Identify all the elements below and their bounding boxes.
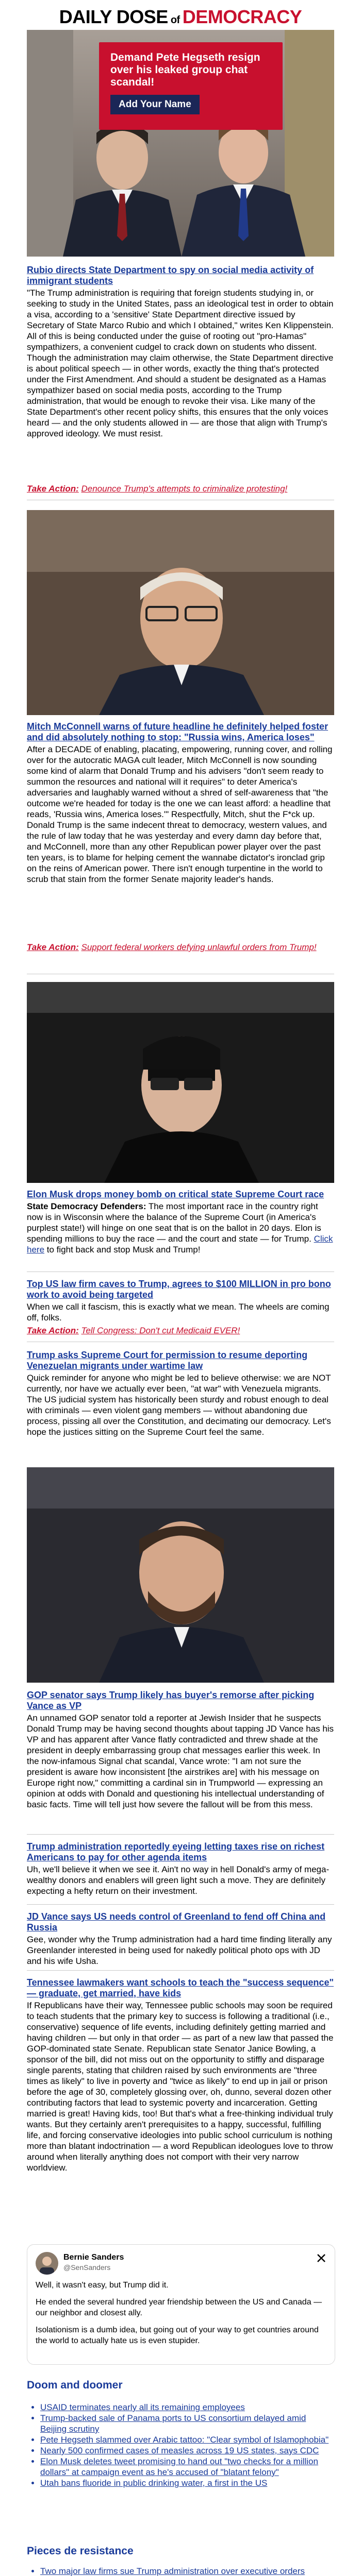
story-headline[interactable]: Top US law firm caves to Trump, agrees to $100 MILLION in pro bono work to avoid being targeted [27, 1279, 331, 1300]
story-headline[interactable]: JD Vance says US needs control of Greenland to fend off China and Russia [27, 1911, 326, 1933]
story-body: When we call it fascism, this is exactly what we mean. The wheels are coming off, folks. [27, 1302, 330, 1323]
add-your-name-button[interactable]: Add Your Name [110, 95, 200, 114]
story-body: "The Trump administration is requiring that foreign students studying in, or seeking to study in the United States, pass an ideological test in order to obtain a visa, according to a 'sensitive' State Department directive issued by Secretary of State Marco Rubio and which I obtained," writes Ken Klippenstein. All of this is being conducted under the guise of rooting out "pro-Hamas" sympathizers, a convenient cudgel to crack down on students who dissent. Though the administration may claim otherwise, the State Department directive is about political speech — in other words, exactly the thing that's protected under the First Amendment. And should a student be designated as a Hamas sympathizer based on social media posts, according to the Trump administration, that would be enough to revoke their visa. Like many of the State Department's other recent policy shifts, this ensures that the only voices heard — and the only students allowed in — are those that align with Trump's approved ideology. We must resist. [27, 288, 334, 438]
logo-part-of: of [168, 14, 183, 26]
story-tennessee [27, 1977, 334, 2248]
story-body: If Republicans have their way, Tennessee public schools may soon be required to teach students that the primary key to success is following a traditional (i.e., conservative) sequence of life events, including definitely getting married and having children — but only in that order — as part of a new law that passed the GOP-dominated state Senate. Republican state Senator Janice Bowling, a sponsor of the bill, did not miss out on the opportunity to stiffly and disparage single parents, stating that children raised by such environments are "three times as likely" to live in poverty and "twice as likely" to end up in jail or prison before the age of 30, completely glossing over, oh, dunno, several dozen other contributing factors that lead to systemic poverty and incarceration. Getting married is great! Having kids, too! But that's what a free-thinking individual truly wants. But they certainly aren't prerequisites to a happy, successful, fulfilling life, and forcing conservative ideologies into public school curriculum is nothing more than blatant indoctrination — a word Republican ideologues love to throw around when literally anything does not comport with their very narrow worldview. [27, 2001, 334, 2173]
avatar [36, 2252, 58, 2275]
list-item[interactable]: • Trump-backed sale of Panama ports to US consortium delayed amid Beijing scrutiny [40, 2413, 334, 2434]
section-title: Pieces de resistance [27, 2545, 134, 2557]
story-body-tail: to fight back and stop Musk and Trump! [44, 1245, 201, 1255]
take-action-label: Take Action: [27, 1326, 79, 1335]
take-action-link[interactable]: Support federal workers defying unlawful orders from Trump! [81, 942, 317, 952]
story-body: Gee, wonder why the Trump administration had a hard time finding literally any Greenlander interested in being used for nakedly political photo ops with JD and his wife Usha. [27, 1935, 332, 1966]
logo-part-democracy: DEMOCRACY [182, 6, 302, 27]
story-headline[interactable]: Mitch McConnell warns of future headline he definitely helped foster and did absolutely nothing to stop: "Russia wins, America loses" [27, 721, 329, 742]
story-law-firm [27, 1279, 334, 1323]
photo-illustration [27, 1467, 334, 1683]
story-lead: State Democracy Defenders: [27, 1201, 146, 1211]
vance-photo [27, 1467, 334, 1683]
embedded-tweet[interactable] [27, 2244, 335, 2365]
take-action-link[interactable]: Tell Congress: Don't cut Medicaid EVER! [81, 1326, 240, 1335]
story-mcconnell [27, 721, 334, 928]
photo-illustration [27, 510, 334, 715]
divider [27, 1970, 334, 1971]
petition-callout [99, 42, 283, 130]
x-logo-icon [316, 2253, 326, 2263]
list-item[interactable]: • Two major law firms sue Trump administration over executive orders [40, 2566, 334, 2576]
tweet-author: Bernie Sanders [63, 2253, 124, 2262]
petition-headline: Demand Pete Hegseth resign over his leaked group chat scandal! [110, 52, 260, 88]
story-body: Quick reminder for anyone who might be led to believe otherwise: we are NOT currently, nor have we actually ever been, "at war" with Venezuela migrants. The US judicial system has historically been sturdy and robust enough to deal with criminals — even violent gang members — without abandoning due process, pissing all over the Constitution, and decimating our democracy. Let's hope the justices sitting on the Supreme Court feel the same. [27, 1373, 331, 1437]
list-item[interactable]: • Utah bans fluoride in public drinking water, a first in the US [40, 2478, 334, 2488]
take-action-2 [27, 942, 334, 953]
divider [27, 1904, 334, 1905]
story-headline[interactable]: Elon Musk drops money bomb on critical state Supreme Court race [27, 1189, 324, 1199]
story-body: After a DECADE of enabling, placating, empowering, running cover, and rolling over for the autocratic MAGA cult leader, Mitch McConnell is now sounding some kind of alarm that Donald Trump and his advisers "don't seem ready to summon the resources and national will it requires" to deter America's adversaries and laughably warned without a shred of self-awareness that "the outcome we're headed for today is the one we can least afford: a headline that reads, 'Russia wins, America loses.'" Respectfully, Mitch, shut the F*ck up. Donald Trump is the same indecent threat to democracy, western values, and the rule of law today that he was yesterday and every damn day before that, and McConnell, more than any other Republican power player over the past ten years, is to blame for helping cement the wannabe dictator's ironclad grip on the reins of American power. There isn't enough turpentine in the world to scrub that stain from the former Senate majority leader's hands. [27, 744, 333, 884]
take-action-1 [27, 483, 334, 494]
list-item[interactable]: • Pete Hegseth slammed over Arabic tattoo: "Clear symbol of Islamophobia" [40, 2434, 334, 2445]
resistance-list [27, 2566, 334, 2576]
hero-banner[interactable] [27, 30, 334, 257]
click-here-link[interactable]: Click here [27, 1234, 333, 1255]
doom-section [27, 2379, 334, 2488]
newsletter-logo[interactable] [0, 6, 361, 28]
list-item[interactable]: • Elon Musk deletes tweet promising to hand out "two checks for a million dollars" at campaign event as he's accused of "blatant felony" [40, 2456, 334, 2478]
tweet-handle: @SenSanders [63, 2263, 111, 2272]
story-vance [27, 1690, 334, 1842]
story-greenland [27, 1911, 334, 1967]
doom-list [27, 2402, 334, 2488]
section-title: Doom and doomer [27, 2379, 123, 2391]
story-headline[interactable]: Trump administration reportedly eyeing letting taxes rise on richest Americans to pay for other agenda items [27, 1841, 325, 1862]
take-action-label: Take Action: [27, 484, 79, 494]
story-body: An unnamed GOP senator told a reporter at Jewish Insider that he suspects Donald Trump may be having second thoughts about tapping JD Vance has his VP and has apparent after Vance flatly contradicted and threw shade at the president in deeply embarrassing group chat messages earlier this week. In the now-infamous Signal chat scandal, Vance wrote: "I am not sure the president is aware how inconsistent [the airstrikes are] with his message on Europe right now," committing a cardinal sin in Trumpworld — expressing an opinion at odds with Donald and questioning his intellectual understanding of basic facts. Time will tell just how severe the fallout will be from this mess. [27, 1713, 334, 1809]
divider [27, 1834, 334, 1835]
photo-illustration [27, 982, 334, 1183]
story-body: Uh, we'll believe it when we see it. Ain't no way in hell Donald's army of mega-wealthy donors and enablers will green light such a move. They are definitely expecting a hefty return on their investment. [27, 1865, 330, 1896]
tweet-paragraph: Isolationism is a dumb idea, but going out of your way to get countries around the world to actually hate us is even stupider. [36, 2326, 319, 2345]
musk-photo [27, 982, 334, 1183]
avatar-icon [36, 2252, 58, 2275]
list-item[interactable]: • USAID terminates nearly all its remaining employees [40, 2402, 334, 2413]
story-musk [27, 1189, 334, 1255]
story-headline[interactable]: Tennessee lawmakers want schools to teach the "success sequence" — graduate, get married, have kids [27, 1977, 334, 1998]
story-headline[interactable]: Rubio directs State Department to spy on social media activity of immigrant students [27, 265, 314, 286]
logo-part-daily-dose: DAILY DOSE [59, 6, 168, 27]
mcconnell-photo [27, 510, 334, 715]
story-body [27, 1201, 334, 1255]
resistance-section [27, 2545, 334, 2576]
tweet-paragraph: He ended the several hundred year friendship between the US and Canada — our neighbor and closest ally. [36, 2298, 322, 2317]
list-item[interactable]: • Nearly 500 confirmed cases of measles across 19 US states, says CDC [40, 2445, 334, 2456]
take-action-link[interactable]: Denounce Trump's attempts to criminalize protesting! [81, 484, 288, 494]
tweet-paragraph: Well, it wasn't easy, but Trump did it. [36, 2281, 169, 2290]
story-taxes [27, 1841, 334, 1896]
story-headline[interactable]: GOP senator says Trump likely has buyer's remorse after picking Vance as VP [27, 1690, 315, 1711]
story-rubio [27, 265, 334, 504]
take-action-3 [27, 1325, 334, 1336]
story-body-text: The most important race in the country right now is in Wisconsin where the balance of the Supreme Court (in America's purplest state!) will hinge on one seat that is on the ballot in 20 days. Elon is spending millions to buy the race — and the court and state — for Trump. [27, 1201, 321, 1244]
tweet-body [36, 2280, 324, 2346]
take-action-label: Take Action: [27, 942, 79, 952]
story-headline[interactable]: Trump asks Supreme Court for permission to resume deporting Venezuelan migrants under wartime law [27, 1350, 308, 1371]
story-supreme-court [27, 1350, 334, 1437]
